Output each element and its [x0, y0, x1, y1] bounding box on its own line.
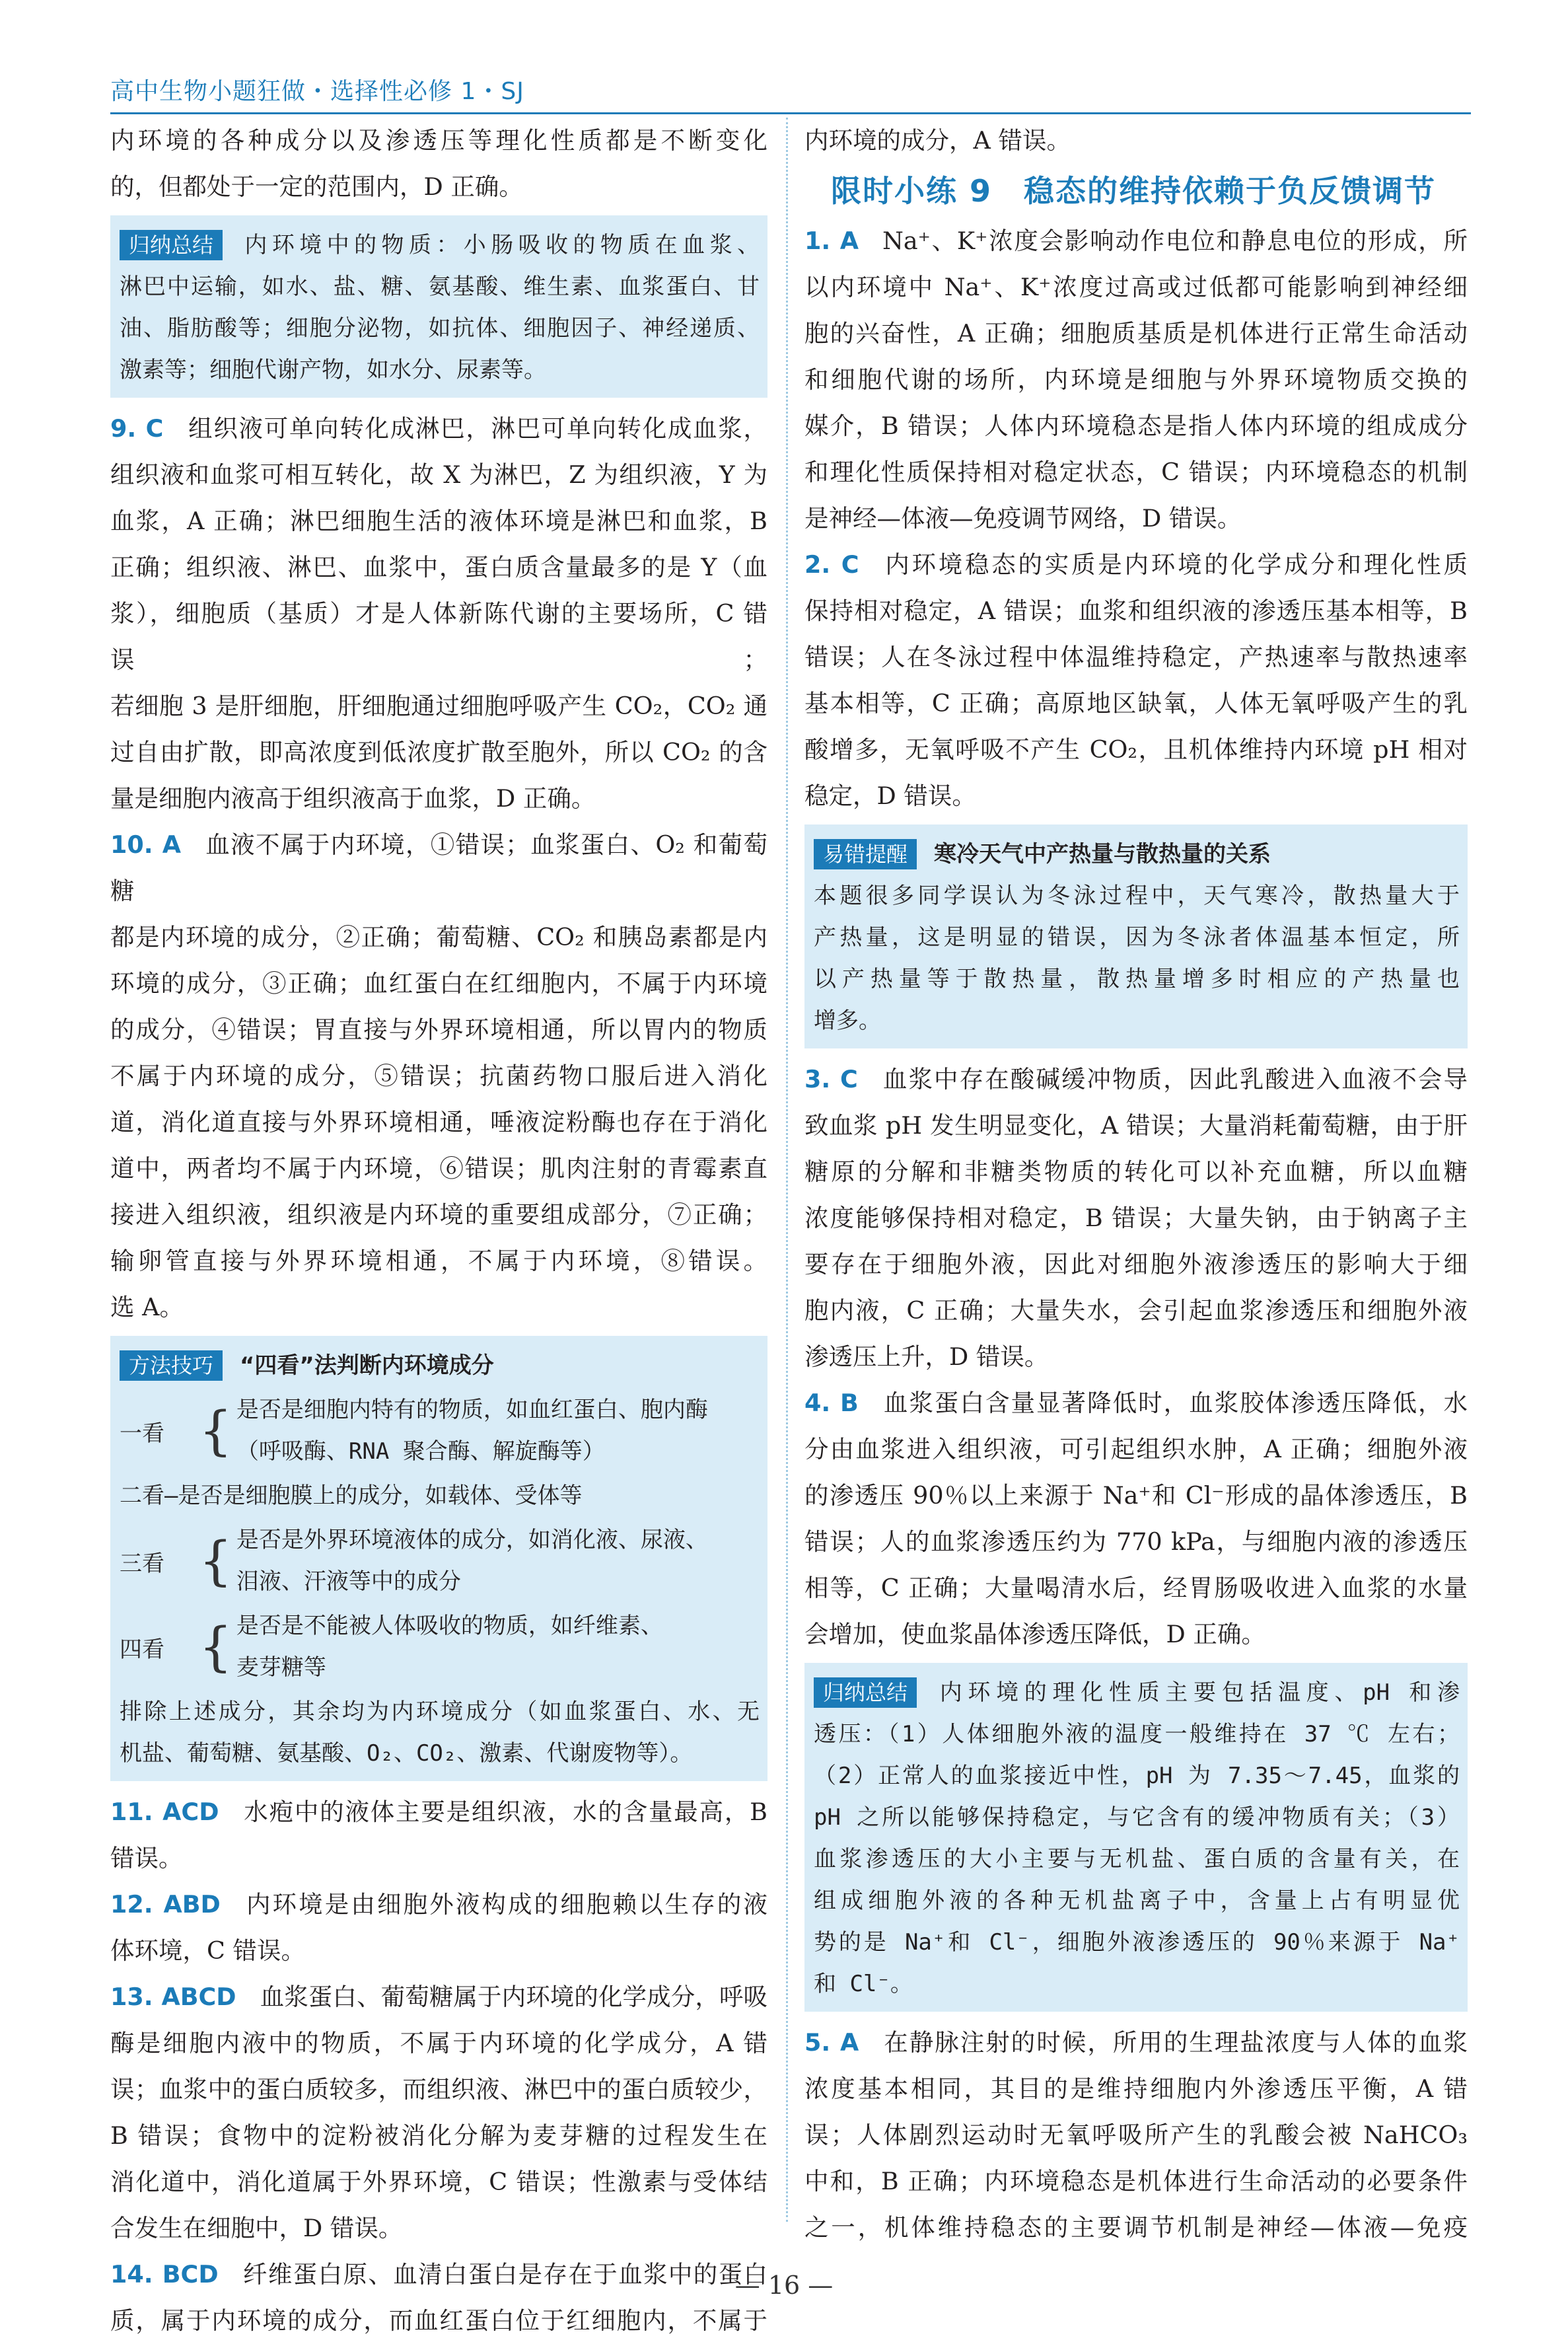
- page-number: — 16 —: [734, 2271, 834, 2300]
- answer-number: 14. BCD: [110, 2260, 219, 2289]
- text-line: 以内环境中 Na⁺、K⁺浓度过高或过低都可能影响到神经细: [804, 273, 1468, 301]
- text-line: 的成分，④错误；胃直接与外界环境相通，所以胃内的物质: [110, 1015, 767, 1044]
- text-line: 中和，B 正确；内环境稳态是机体进行生命活动的必要条件: [804, 2167, 1468, 2195]
- answer-10: [110, 822, 767, 1331]
- box-line: （2）正常人的血浆接近中性，pH 为 7.35～7.45，血浆的: [814, 1763, 1460, 1789]
- answer-number: 9. C: [110, 414, 164, 443]
- text-line: 和理化性质保持相对稳定状态，C 错误；内环境稳态的机制: [804, 458, 1468, 486]
- box-line: 排除上述成分，其余均为内环境成分（如血浆蛋白、水、无: [120, 1699, 760, 1725]
- summary-tag: 归纳总结: [814, 1677, 917, 1708]
- box-line: 内环境的理化性质主要包括温度、pH 和渗: [934, 1679, 1460, 1706]
- look-key: 一看: [120, 1420, 164, 1447]
- answer-text: 内环境稳态的实质是内环境的化学成分和理化性质: [882, 550, 1468, 579]
- box-line: 泪液、汗液等中的成分: [236, 1568, 461, 1595]
- text-line: 要存在于细胞外液，因此对细胞外液渗透压的影响大于细: [804, 1250, 1468, 1278]
- text-line: 消化道中，消化道属于外界环境，C 错误；性激素与受体结: [110, 2168, 767, 2196]
- text-line: 浓度基本相同，其目的是维持细胞内外渗透压平衡，A 错: [804, 2074, 1468, 2103]
- text-line: 的，但都处于一定的范围内，D 正确。: [110, 172, 523, 201]
- text-line: 错误。: [110, 1844, 183, 1872]
- look-key: 三看: [120, 1550, 164, 1577]
- answer-number: 5. A: [804, 2028, 859, 2057]
- box-line: 激素等；细胞代谢产物，如水分、尿素等。: [120, 357, 546, 383]
- look-key: 四看: [120, 1636, 164, 1663]
- warning-title: 寒冷天气中产热量与散热量的关系: [934, 841, 1271, 867]
- text-line: 酶是细胞内液中的物质，不属于内环境的化学成分，A 错: [110, 2029, 767, 2057]
- look-1: [120, 1389, 760, 1473]
- left-column: [110, 118, 767, 2344]
- answer-r3: [804, 1056, 1468, 1380]
- answer-number: 4. B: [804, 1389, 859, 1417]
- text-line: 量是细胞内液高于组织液高于血浆，D 正确。: [110, 784, 596, 813]
- summary-box-2: [804, 1663, 1468, 2012]
- text-line: 输卵管直接与外界环境相通，不属于内环境，⑧错误。: [110, 1247, 767, 1275]
- text-line: 接进入组织液，组织液是内环境的重要组成部分，⑦正确；: [110, 1200, 767, 1229]
- answer-text: 组织液可单向转化成淋巴，淋巴可单向转化成血浆，: [187, 414, 768, 443]
- box-line: 和 Cl⁻。: [814, 1971, 913, 1997]
- text-line: 保持相对稳定，A 错误；血浆和组织液的渗透压基本相等，B: [804, 597, 1468, 625]
- answer-11: [110, 1789, 767, 1882]
- text-line: 胞内液，C 正确；大量失水，会引起血浆渗透压和细胞外液: [804, 1296, 1468, 1325]
- look-3: [120, 1520, 760, 1603]
- box-line: 是否是不能被人体吸收的物质，如纤维素、: [236, 1613, 663, 1639]
- text-line: 会增加，使血浆晶体渗透压降低，D 正确。: [804, 1620, 1265, 1648]
- answer-text: 血浆蛋白含量显著降低时，血浆胶体渗透压降低，水: [882, 1389, 1468, 1417]
- column-separator: [786, 118, 788, 2222]
- text-line: 误；血浆中的蛋白质较多，而组织液、淋巴中的蛋白质较少，: [110, 2075, 767, 2104]
- box-line: 血浆渗透压的大小主要与无机盐、蛋白质的含量有关，在: [814, 1846, 1460, 1872]
- box-line: 增多。: [814, 1007, 881, 1034]
- box-line: 油、脂肪酸等；细胞分泌物，如抗体、细胞因子、神经递质、: [120, 315, 760, 342]
- look-4: [120, 1605, 760, 1689]
- text-line: 浓度能够保持相对稳定，B 错误；大量失钠，由于钠离子主: [804, 1204, 1468, 1232]
- brace-icon: {: [199, 1616, 232, 1677]
- box-line: 势的是 Na⁺和 Cl⁻，细胞外液渗透压的 90％来源于 Na⁺: [814, 1929, 1460, 1956]
- text-line: 若细胞 3 是肝细胞，肝细胞通过细胞呼吸产生 CO₂，CO₂ 通: [110, 692, 767, 720]
- text-line: 内环境的成分，A 错误。: [804, 126, 1071, 155]
- text-line: 道中，两者均不属于内环境，⑥错误；肌肉注射的青霉素直: [110, 1154, 767, 1183]
- box-line: 是否是外界环境液体的成分，如消化液、尿液、: [236, 1527, 708, 1553]
- text-line: B 错误；食物中的淀粉被消化分解为麦芽糖的过程发生在: [110, 2121, 767, 2150]
- text-line: 致血浆 pH 发生明显变化，A 错误；大量消耗葡萄糖，由于肝: [804, 1111, 1468, 1140]
- text-line: 酸增多，无氧呼吸不产生 CO₂，且机体维持内环境 pH 相对: [804, 735, 1468, 764]
- answer-text: 水疱中的液体主要是组织液，水的含量最高，B: [242, 1798, 767, 1826]
- box-line: 内环境中的物质：小肠吸收的物质在血浆、: [240, 232, 760, 258]
- text-line: 媒介，B 错误；人体内环境稳态是指人体内环境的组成成分: [804, 412, 1468, 440]
- answer-text: 血液不属于内环境，①错误；血浆蛋白、O₂ 和葡萄糖: [110, 830, 767, 905]
- answer-text: 纤维蛋白原、血清白蛋白是存在于血浆中的蛋白: [242, 2260, 768, 2289]
- box-line: 淋巴中运输，如水、盐、糖、氨基酸、维生素、血浆蛋白、甘: [120, 274, 760, 300]
- text-line: 组织液和血浆可相互转化，故 X 为淋巴，Z 为组织液，Y 为: [110, 460, 767, 489]
- text-line: 和细胞代谢的场所，内环境是细胞与外界环境物质交换的: [804, 365, 1468, 394]
- text-line: 内环境的各种成分以及渗透压等理化性质都是不断变化: [110, 126, 767, 155]
- answer-r5: [804, 2020, 1468, 2251]
- text-line: 错误；人的血浆渗透压约为 770 kPa，与细胞内液的渗透压: [804, 1527, 1468, 1556]
- box-line: pH 之所以能够保持稳定，与它含有的缓冲物质有关；（3）: [814, 1804, 1460, 1831]
- answer-r1: [804, 218, 1468, 542]
- summary-tag: 归纳总结: [120, 230, 223, 260]
- text-line: 相等，C 正确；大量喝清水后，经胃肠吸收进入血浆的水量: [804, 1574, 1468, 1602]
- warning-tag: 易错提醒: [814, 839, 917, 869]
- text-line: 正确；组织液、淋巴、血浆中，蛋白质含量最多的是 Y（血: [110, 553, 767, 581]
- text-line: 质，属于内环境的成分，而血红蛋白位于红细胞内，不属于: [110, 2306, 767, 2335]
- text-line: 道，消化道直接与外界环境相通，唾液淀粉酶也存在于消化: [110, 1108, 767, 1136]
- running-header: 高中生物小题狂做・选择性必修 1・SJ: [110, 78, 524, 105]
- text-line: 基本相等，C 正确；高原地区缺氧，人体无氧呼吸产生的乳: [804, 689, 1468, 717]
- answer-text: 血浆蛋白、葡萄糖属于内环境的化学成分，呼吸: [260, 1983, 768, 2011]
- brace-icon: {: [199, 1400, 232, 1461]
- answer-number: 2. C: [804, 550, 859, 579]
- text-line: 浆），细胞质（基质）才是人体新陈代谢的主要场所，C 错误；: [110, 599, 767, 674]
- box-line: 是否是细胞内特有的物质，如血红蛋白、胞内酶: [236, 1397, 708, 1423]
- answer-text: 在静脉注射的时候，所用的生理盐浓度与人体的血浆: [882, 2028, 1468, 2057]
- text-line: 之一，机体维持稳态的主要调节机制是神经—体液—免疫: [804, 2213, 1468, 2242]
- answer-text: 内环境是由细胞外液构成的细胞赖以生存的液: [244, 1890, 768, 1919]
- answer-number: 3. C: [804, 1065, 858, 1093]
- answer-number: 12. ABD: [110, 1890, 221, 1919]
- header-rule: [110, 112, 1471, 114]
- answer-text: 血浆中存在酸碱缓冲物质，因此乳酸进入血液不会导: [881, 1065, 1468, 1093]
- text-line: 过自由扩散，即高浓度到低浓度扩散至胞外，所以 CO₂ 的含: [110, 738, 767, 766]
- answer-r2: [804, 542, 1468, 819]
- answer-number: 10. A: [110, 830, 181, 859]
- summary-box: [110, 215, 767, 398]
- text-line: 血浆，A 正确；淋巴细胞生活的液体环境是淋巴和血浆，B: [110, 507, 767, 535]
- text-line: 胞的兴奋性，A 正确；细胞质基质是机体进行正常生命活动: [804, 319, 1468, 348]
- answer-12: [110, 1882, 767, 1974]
- section-title: 限时小练 9 稳态的维持依赖于负反馈调节: [831, 173, 1437, 209]
- box-line: 透压：（1）人体细胞外液的温度一般维持在 37 ℃ 左右；: [814, 1721, 1460, 1747]
- answer-number: 13. ABCD: [110, 1983, 236, 2011]
- text-line: 合发生在细胞中，D 错误。: [110, 2214, 403, 2242]
- text-line: 是神经—体液—免疫调节网络，D 错误。: [804, 504, 1242, 532]
- box-line: 机盐、葡萄糖、氨基酸、O₂、CO₂、激素、代谢废物等）。: [120, 1740, 693, 1767]
- answer-13: [110, 1974, 767, 2252]
- box-line: 产热量，这是明显的错误，因为冬泳者体温基本恒定，所: [814, 924, 1460, 951]
- box-line: 组成细胞外液的各种无机盐离子中，含量上占有明显优: [814, 1887, 1460, 1914]
- answer-9: [110, 406, 767, 822]
- text-line: 分由血浆进入组织液，可引起组织水肿，A 正确；细胞外液: [804, 1435, 1468, 1463]
- answer-r4: [804, 1380, 1468, 1658]
- text-line: 渗透压上升，D 错误。: [804, 1342, 1049, 1371]
- answer-text: Na⁺、K⁺浓度会影响动作电位和静息电位的形成，所: [882, 227, 1468, 255]
- answer-number: 1. A: [804, 227, 859, 255]
- brace-icon: {: [199, 1530, 232, 1592]
- method-title: “四看”法判断内环境成分: [240, 1352, 494, 1379]
- box-line: 麦芽糖等: [236, 1654, 326, 1681]
- box-line: 以产热量等于散热量，散热量增多时相应的产热量也: [814, 966, 1460, 992]
- text-line: 选 A。: [110, 1293, 184, 1321]
- text-line: 稳定，D 错误。: [804, 782, 976, 810]
- box-line: 本题很多同学误认为冬泳过程中，天气寒冷，散热量大于: [814, 883, 1460, 909]
- box-line: （呼吸酶、RNA 聚合酶、解旋酶等）: [236, 1438, 605, 1465]
- text-line: 错误；人在冬泳过程中体温维持稳定，产热速率与散热速率: [804, 643, 1468, 671]
- warning-box: [804, 824, 1468, 1048]
- text-line: 误；人体剧烈运动时无氧呼吸所产生的乳酸会被 NaHCO₃: [804, 2121, 1468, 2149]
- text-line: 都是内环境的成分，②正确；葡萄糖、CO₂ 和胰岛素都是内: [110, 923, 767, 951]
- look-2: 二看—是否是细胞膜上的成分，如载体、受体等: [120, 1483, 583, 1509]
- text-line: 环境的成分，③正确；血红蛋白在红细胞内，不属于内环境: [110, 969, 767, 998]
- text-line: 糖原的分解和非糖类物质的转化可以补充血糖，所以血糖: [804, 1157, 1468, 1186]
- text-line: 不属于内环境的成分，⑤错误；抗菌药物口服后进入消化: [110, 1062, 767, 1090]
- text-line: 体环境，C 错误。: [110, 1936, 306, 1965]
- right-column: [804, 118, 1468, 2251]
- answer-number: 11. ACD: [110, 1798, 219, 1826]
- method-box: [110, 1336, 767, 1781]
- method-tag: 方法技巧: [120, 1350, 223, 1381]
- text-line: 的渗透压 90％以上来源于 Na⁺和 Cl⁻形成的晶体渗透压，B: [804, 1481, 1468, 1510]
